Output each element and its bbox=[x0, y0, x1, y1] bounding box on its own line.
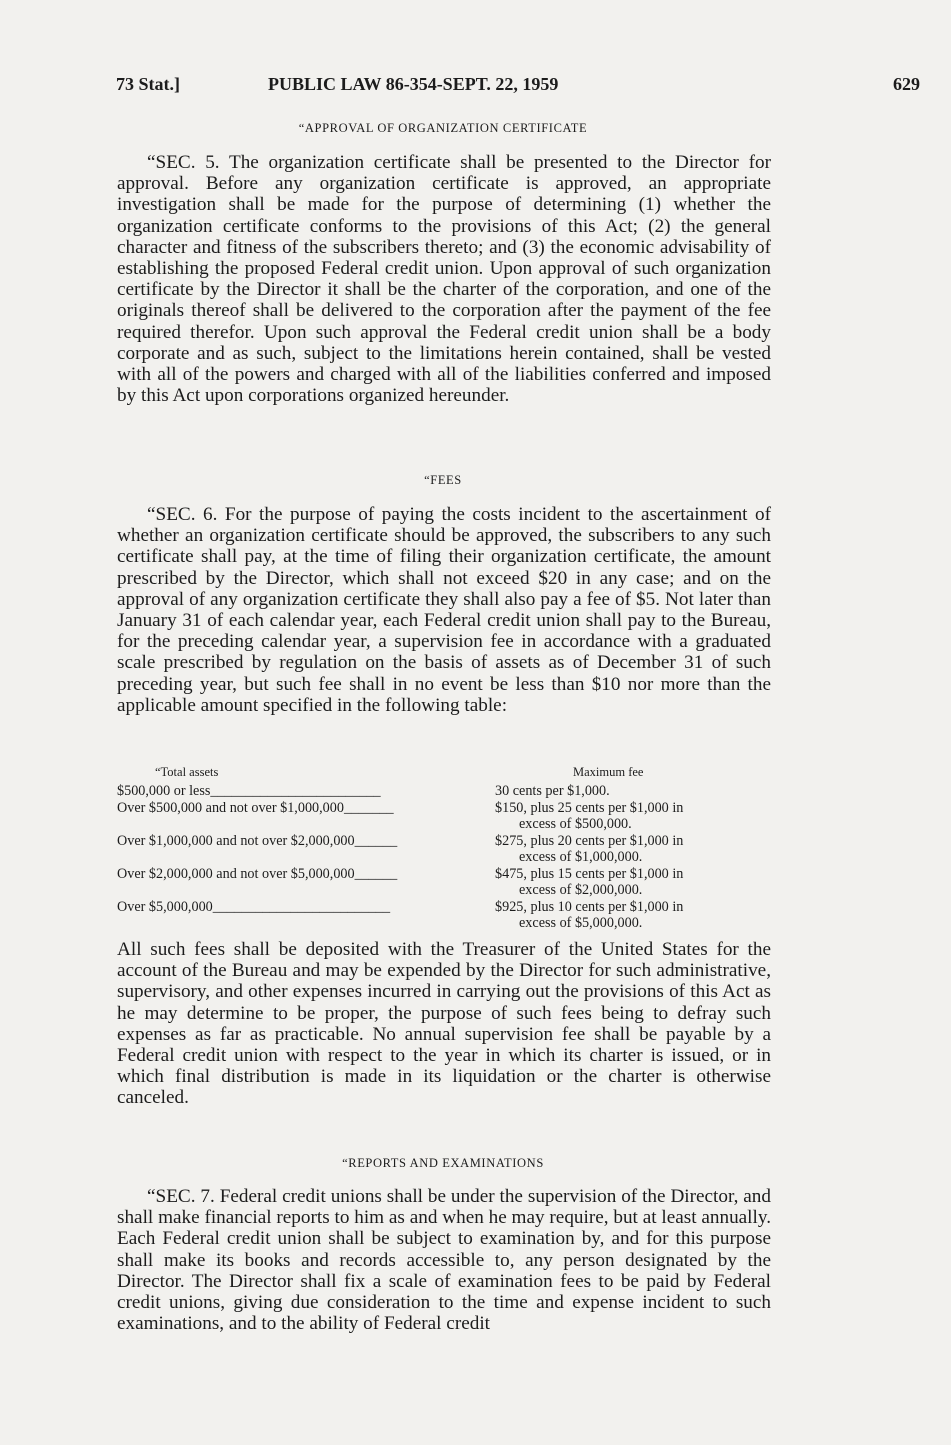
column-header-total-assets: “Total assets bbox=[155, 765, 219, 779]
section-7-text: “SEC. 7. Federal credit unions shall be under the supervision of the Director, and shall make financial reports to him as and when he may require, but at least annually. Each Federal credit union shall be subject to examination by, and for this purpose shall make its books and records accessible to, any person designated by the Director. The Director shall fix a scale of examination fees to be paid by Federal credit unions, giving due consideration to the time and expense incident to such examinations, and to the ability of Federal credit bbox=[117, 1186, 771, 1335]
fee-continuation: excess of $5,000,000. bbox=[519, 914, 643, 931]
section-heading-fees: “FEES bbox=[424, 473, 462, 487]
table-row bbox=[117, 784, 773, 802]
fee-text: $150, plus 25 cents per $1,000 in bbox=[495, 800, 684, 816]
fee-schedule-table bbox=[117, 765, 773, 933]
fee-text: $275, plus 20 cents per $1,000 in bbox=[495, 833, 684, 849]
page-header bbox=[116, 74, 920, 98]
table-row bbox=[117, 900, 773, 933]
fee-cell bbox=[495, 801, 773, 834]
law-title: PUBLIC LAW 86-354-SEPT. 22, 1959 bbox=[268, 74, 559, 94]
fee-continuation: excess of $2,000,000. bbox=[519, 881, 643, 898]
section-heading-approval: “APPROVAL OF ORGANIZATION CERTIFICATE bbox=[298, 121, 588, 135]
section-5-text: “SEC. 5. The organization certificate shall be presented to the Director for approval. Before any organization certificate is approved, an appropriate investigation shall be made for the purpose of determining (1) whether the organization certificate conforms to the provisions of this Act; (2) the general character and fitness of the subscribers thereto; and (3) the economic advisability of establishing the proposed Federal credit union. Upon approval of such organization certificate by the Director it shall be the charter of the corporation, and one of the originals thereof shall be delivered to the corporation after the payment of the fee required therefor. Upon such approval the Federal credit union shall be a body corporate and as such, subject to the limitations herein contained, shall be vested with all of the powers and charged with all of the liabilities conferred and imposed by this Act upon corporations organized hereunder. bbox=[117, 152, 771, 407]
fee-text: $475, plus 15 cents per $1,000 in bbox=[495, 866, 684, 882]
assets-cell: Over $5,000,000_________________________ bbox=[117, 899, 391, 915]
section-6-text: “SEC. 6. For the purpose of paying the costs incident to the ascertainment of whether an organization certificate should be approved, the subscribers to any such certificate shall pay, at the time of filing their organization certificate, the amount prescribed by the Director, which shall not exceed $20 in any case; and on the approval of any organization certificate they shall also pay a fee of $5. Not later than January 31 of each calendar year, each Federal credit union shall pay to the Bureau, for the preceding calendar year, a supervision fee in accordance with a graduated scale prescribed by regulation on the basis of assets as of December 31 of such preceding year, but such fee shall in no event be less than $10 nor more than the applicable amount specified in the following table: bbox=[117, 504, 771, 716]
fee-continuation: excess of $1,000,000. bbox=[519, 848, 643, 865]
table-row bbox=[117, 834, 773, 867]
assets-cell: Over $2,000,000 and not over $5,000,000______ bbox=[117, 866, 398, 882]
fee-continuation: excess of $500,000. bbox=[519, 815, 632, 832]
page-number: 629 bbox=[893, 74, 920, 94]
section-6-continuation-text: All such fees shall be deposited with the Treasurer of the United States for the account of the Bureau and may be expended by the Director for such administrative, supervisory, and other expenses incurred in carrying out the provisions of this Act as he may determine to be proper, the purpose of such fees being to defray such expenses as far as practicable. No annual supervision fee shall be payable by a Federal credit union with respect to the year in which its charter is issued, or in which final distribution is made in its liquidation or the charter is otherwise canceled. bbox=[117, 939, 771, 1109]
statute-reference: 73 Stat.] bbox=[116, 74, 180, 94]
assets-cell: Over $500,000 and not over $1,000,000_______ bbox=[117, 800, 394, 816]
column-header-maximum-fee: Maximum fee bbox=[573, 765, 644, 779]
assets-cell: $500,000 or less________________________ bbox=[117, 782, 381, 799]
fee-cell bbox=[495, 784, 773, 802]
fee-text: 30 cents per $1,000. bbox=[495, 782, 610, 799]
table-row bbox=[117, 801, 773, 834]
section-heading-reports: “REPORTS AND EXAMINATIONS bbox=[342, 1156, 544, 1170]
fee-cell bbox=[495, 834, 773, 867]
table-row bbox=[117, 867, 773, 900]
fee-cell bbox=[495, 900, 773, 933]
fee-text: $925, plus 10 cents per $1,000 in bbox=[495, 899, 684, 915]
fee-cell bbox=[495, 867, 773, 900]
assets-cell: Over $1,000,000 and not over $2,000,000______ bbox=[117, 833, 398, 849]
